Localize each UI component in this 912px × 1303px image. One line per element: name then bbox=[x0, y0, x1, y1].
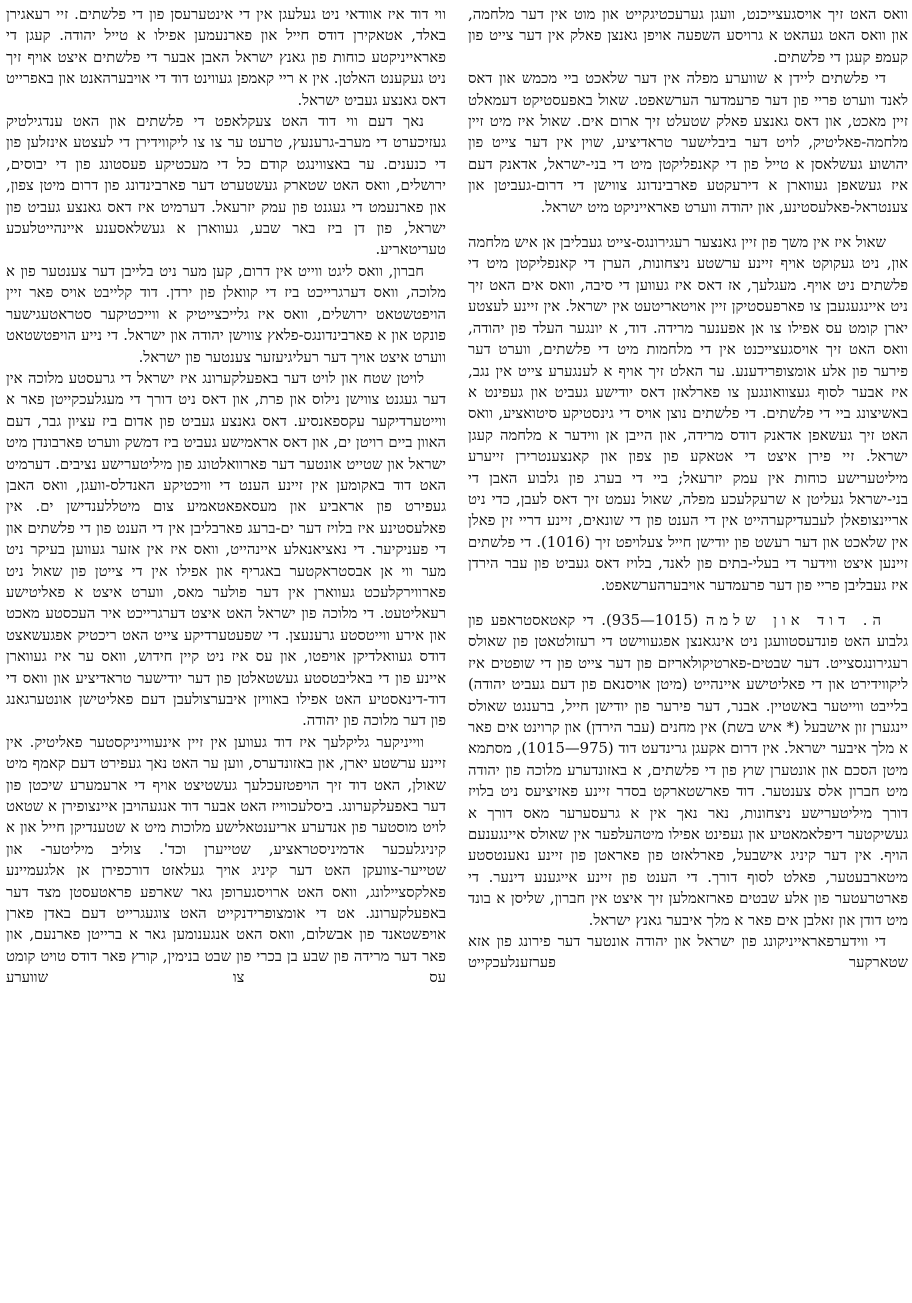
paragraph: חברון, וואס ליגט ווייט אין דרום, קען מער ניט בלייבן דער צענטער פון א מלוכה, וואס דערגרייכט ביז די קוואלן פון ירדן. דוד קלייבט אויס פאר זיין הויפטשטאט ירושלים, וואס איז גלייכצייטיק א ווייכטיקער סטראטעגישער פונקט און א פארבינדונגס-פלאץ צווישן יהודה און ישראל. די נייע הויפטשטאט ווערט איצט אויך דער רעליגיעזער צענטער פון ישראל. bbox=[6, 262, 446, 366]
right-column bbox=[468, 4, 908, 1300]
paragraph: לויטן שטח און לויט דער באפעלקערונג איז ישראל די גרעסטע מלוכה אין דער געגנט צווישן נילוס און פרת, און דאס ניט דורך די מעגלעכקייטן פאר א ווייטערדיקער עקספאנסיע. דאס גאנצע געביט פון אדום ביז עציון גבר, דעם האוון ביים רויטן ים, און דאס אראמישע געביט ביז דמשק ווערט פארבונדן מיט ישראל און שטייט אונטער דער פארוואלטונג פון מיליטערישע נציבים. דערמיט האט דוד באקומען אין זיינע הענט די וויכטיקע האנדלס-וועגן, וואס האבן געפירט פון אראביע און מעסאפאטאמיע צום מיטללענדישן ים. אין פאלעסטינע איז בלויז דער ים-ברעג פארבליבן אין די הענט פון די פלשתים און די פעניקיער. די נאציאנאלע איינהייט, וואס איז אין אזער געווען בעיקר ניט מער ווי אן אבסטראקטער באגריף און אפילו אין די צייטן פון שאול ניט פארווירקלעכט געווארן אין דער פולער מאס, ווערט איצט א פאליטישע רעאליטעט. די מלוכה פון ישראל האט איצט דערגרייכט איר העכסטע מאכט און אירע ווייטסטע גרענעצן. די שפעטערדיקע צייט האט ריכטיק אפגעשאצט דודס געוואלדיקן אויפטו, און עס איז ניט קיין חידוש, וואס ער איז געווארן איינע פון די באליבטסטע געשטאלטן פון דער יודישער טראדיציע און וואס די דוד-דינאסטיע האט אפילו באוויזן איבערצולעבן דעם פאליטישן אונטערגאנג פון דער מלוכה פון יהודה. bbox=[6, 369, 446, 730]
paragraph: די ווידערפאראייניקונג פון ישראל און יהודה אונטער דער פירונג פון אזא שטארקער פערזענלעכקייט bbox=[468, 933, 908, 972]
paragraph: שאול איז אין משך פון זיין גאנצער רעגירונגס-צייט געבליבן אן איש מלחמה און, ניט געקוקט אויף זיינע ערשטע ניצחונות, הערן די קאנפליקטן מיט די פלשתים ניט אויף. מעגלעך, אז דאס איז געווען די סיבה, וואס אים האט זיך ניט איינגעגעבן צו פארפעסטיקן זיין אויטאריטעט אין ישראל. אין זיינע לעצטע יארן קומט עס אפילו צו אן אפענער מרידה. דוד, א יונגער העלד פון יהודה, וואס האט זיך אויסגעצייכנט אין די מלחמות מיט די פלשתים, ווערט דער פירער פון אלע אומצופרידענע. ער האלט זיך אויף א לענגערע צייט אין נגב, איז אבער לסוף געצוואונגען צו פארלאזן דאס יודישע געביט און געפינט א באשיצונג ביי די פלשתים. די פלשתים נוצן אויס די גינסטיקע סיטואציע, וואס האט זיך געשאפן אדאנק דודס מרידה, און הייבן אן ווידער א מלחמה קעגן ישראל. זיי פירן איצט די אטאקע פון צפון און קאנצענטרירן זייערע מיליטערישע כוחות אין עמק יזרעאל; ביי די בערג פון גלבוע האבן די בני-ישראל געליטן א שרעקלעכע מפלה, שאול נעמט זיך דאס לעבן, כדי ניט אריינצופאלן לעבעדיקערהייט אין די הענט פון די שונאים, זיינע דריי זין פאלן אין שלאכט און דער רעשט פון יודישן חייל צעלויפט זיך (1016). די פלשתים זיינען איצט ווידער די בעלי-בתים פון לאנד, בלויז דאס געביט פון עבר הירדן איז געבליבן פריי פון דער פרעמדער אויבערהערשאפט. bbox=[468, 234, 908, 594]
section-text: (1015—935). די קאטאסטראפע פון גלבוע האט פונדעסטוועגן ניט אינגאנצן אפגעווישט די רעזולטאטן פון שאולס רעגירונגסצייט. דער שבטים-פארטיקולאריזם פון דער צייט פון די שופטים איז ליקווידירט און די פאליטישע איינהייט (מיטן אויסנאם פון דעם געביט יהודה) בלייבט ווייטער באשטיין. אבנר, דער פירער פון יודישן חייל, ברענגט שאולס יינגערן זון אישבעל (* איש בשת) אין מחנים (עבר הירדן) און קרוינט אים פאר א מלך איבער ישראל. אין דרום אקעגן גרינדעט דוד (975—1015), מסתמא מיטן הסכם און אונטערן שוץ פון די פלשתים, א באזונדערע מלוכה פון יהודה מיט חברון אלס צענטער. דוד פארשטארקט בסדר זיינע פאזיציעס ניט בלויז דורך מיליטערישע ניצחונות, נאר נאך אין א גרעסערער מאס דורך א געשיקטער דיפלאמאטיע און געפינט אפילו מיטהעלפער אין שאולס איינגענעם הויף. אין דער קיניג אישבעל, פארלאזט פון פאראטן פון זיינע נאענטסטע מיטארבעטער, פאלט לסוף דורך. די הענט פון זיינע אייגענע דינער. די פארטרעטער פון אלע שבטים פארזאמלען זיך איצט אין חברון, שליסן א בונד מיט דודן און זאלבן אים פאר א מלך איבער גאנץ ישראל. bbox=[468, 611, 908, 929]
paragraph: וואס האט זיך אויסגעצייכנט, וועגן גערעכטיגקייט און מוט אין דער מלחמה, און וואס האט געהאט א גרויסע השפעה אויפן גאנצן פאלק אין דער צייט פון קעמפ קעגן די פלשתים. bbox=[468, 6, 908, 66]
paragraph: ווי דוד איז אוודאי ניט געלעגן אין די אינטערעסן פון די פלשתים. זיי רעאגירן באלד, אטאקירן דודס חייל און פארנעמען אפילו א טייל יהודה. קעגן די פאראייניקטע כוחות פון גאנץ ישראל האבן אבער די פלשתים איצט אויף זיך ניט געקענט האלטן. אין א ריי קאמפן געווינט דוד די אויבערהאנט און באפרייט דאס גאנצע געביט ישראל. bbox=[6, 6, 446, 109]
section-paragraph bbox=[468, 610, 908, 931]
paragraph: די פלשתים ליידן א שווערע מפלה אין דער שלאכט ביי מכמש און דאס לאנד ווערט פריי פון דער פרעמדער הערשאפט. שאול באפעסטיקט דעמאלט זיין מאכט, און דאס גאנצע פאלק שטעלט זיך ארום אים. שאול איז מיט זיין מלחמה-פאליטיק, לויט דער ביבלישער טראדיציע, שוין אין דער צייט פון יהושוע געשלאסן א טייל פון די קאנפליקטן מיט די בני-ישראל, אדאנק דעם איז געשאפן געווארן א דירעקטע פארבינדונג צווישן די דרום-געביטן און צענטראל-פאלעסטינע, און יהודה ווערט פאראייניקט מיט ישראל. bbox=[468, 70, 908, 216]
paragraph: ווייניקער גליקלעך איז דוד געווען אין זיין אינעווייניקסטער פאליטיק. אין זיינע ערשטע יארן, און באזונדערס, ווען ער האט נאך געפירט דעם קאמף מיט שאולן, האט דוד זיך הויפטזעכלעך געשטיצט אויף די ארעמערע שיכטן פון דער באפעלקערונג. ביסלעכווייז האט אבער דוד אנגעהויבן איינצופירן א שטאט לויט מוסטער פון אנדערע אריענטאלישע מלוכות מיט א שטענדיקן חייל און א קיניגלעכער אדמיניסטראציע, שטייערן וכד'. צוליב מיליטער- און שטייער-צוועקן האט דער קיניג אויך געלאזט דורכפירן אן אלגעמיינע פאלקסציילונג, וואס האט ארויסגערופן גאר שארפע פראטעסטן מצד דער באפעלקערונג. אט די אומצופרידנקייט האט צוגעגרייט דעם באדן פארן אויפשטאנד פון אבשלום, וואס האט אנגענומען גאר א ברייטן פארנעם, און פאר דער מרידה פון שבע בן בכרי פון שבט בנימין, קורץ פאר דודס טויט קומט עס צו שווערע bbox=[6, 733, 446, 987]
paragraph: נאך דעם ווי דוד האט צעקלאפט די פלשתים און האט ענדגילטיק געזיכערט די מערב-גרענעץ, טרעט ער צו צו ליקווידירן די לעצטע אינזלען פון די כנענים. ער באצווינגט קודם כל די מעכטיקע פעסטונג פון די יבוסים, ירושלים, וואס האט שטארק געשטערט דער פארבינדונג פון דרום מיטן צפון, און פארנעמט די געגנט פון עמק יזרעאל. דערמיט איז דאס גאנצע געביט פון ישראל, פון דן ביז באר שבע, געווארן א געשלאסענע איינהייטלעכע טעריטאריע. bbox=[6, 113, 446, 259]
left-column bbox=[6, 4, 446, 1300]
section-heading: ה. דוד און שלמה bbox=[705, 611, 886, 629]
